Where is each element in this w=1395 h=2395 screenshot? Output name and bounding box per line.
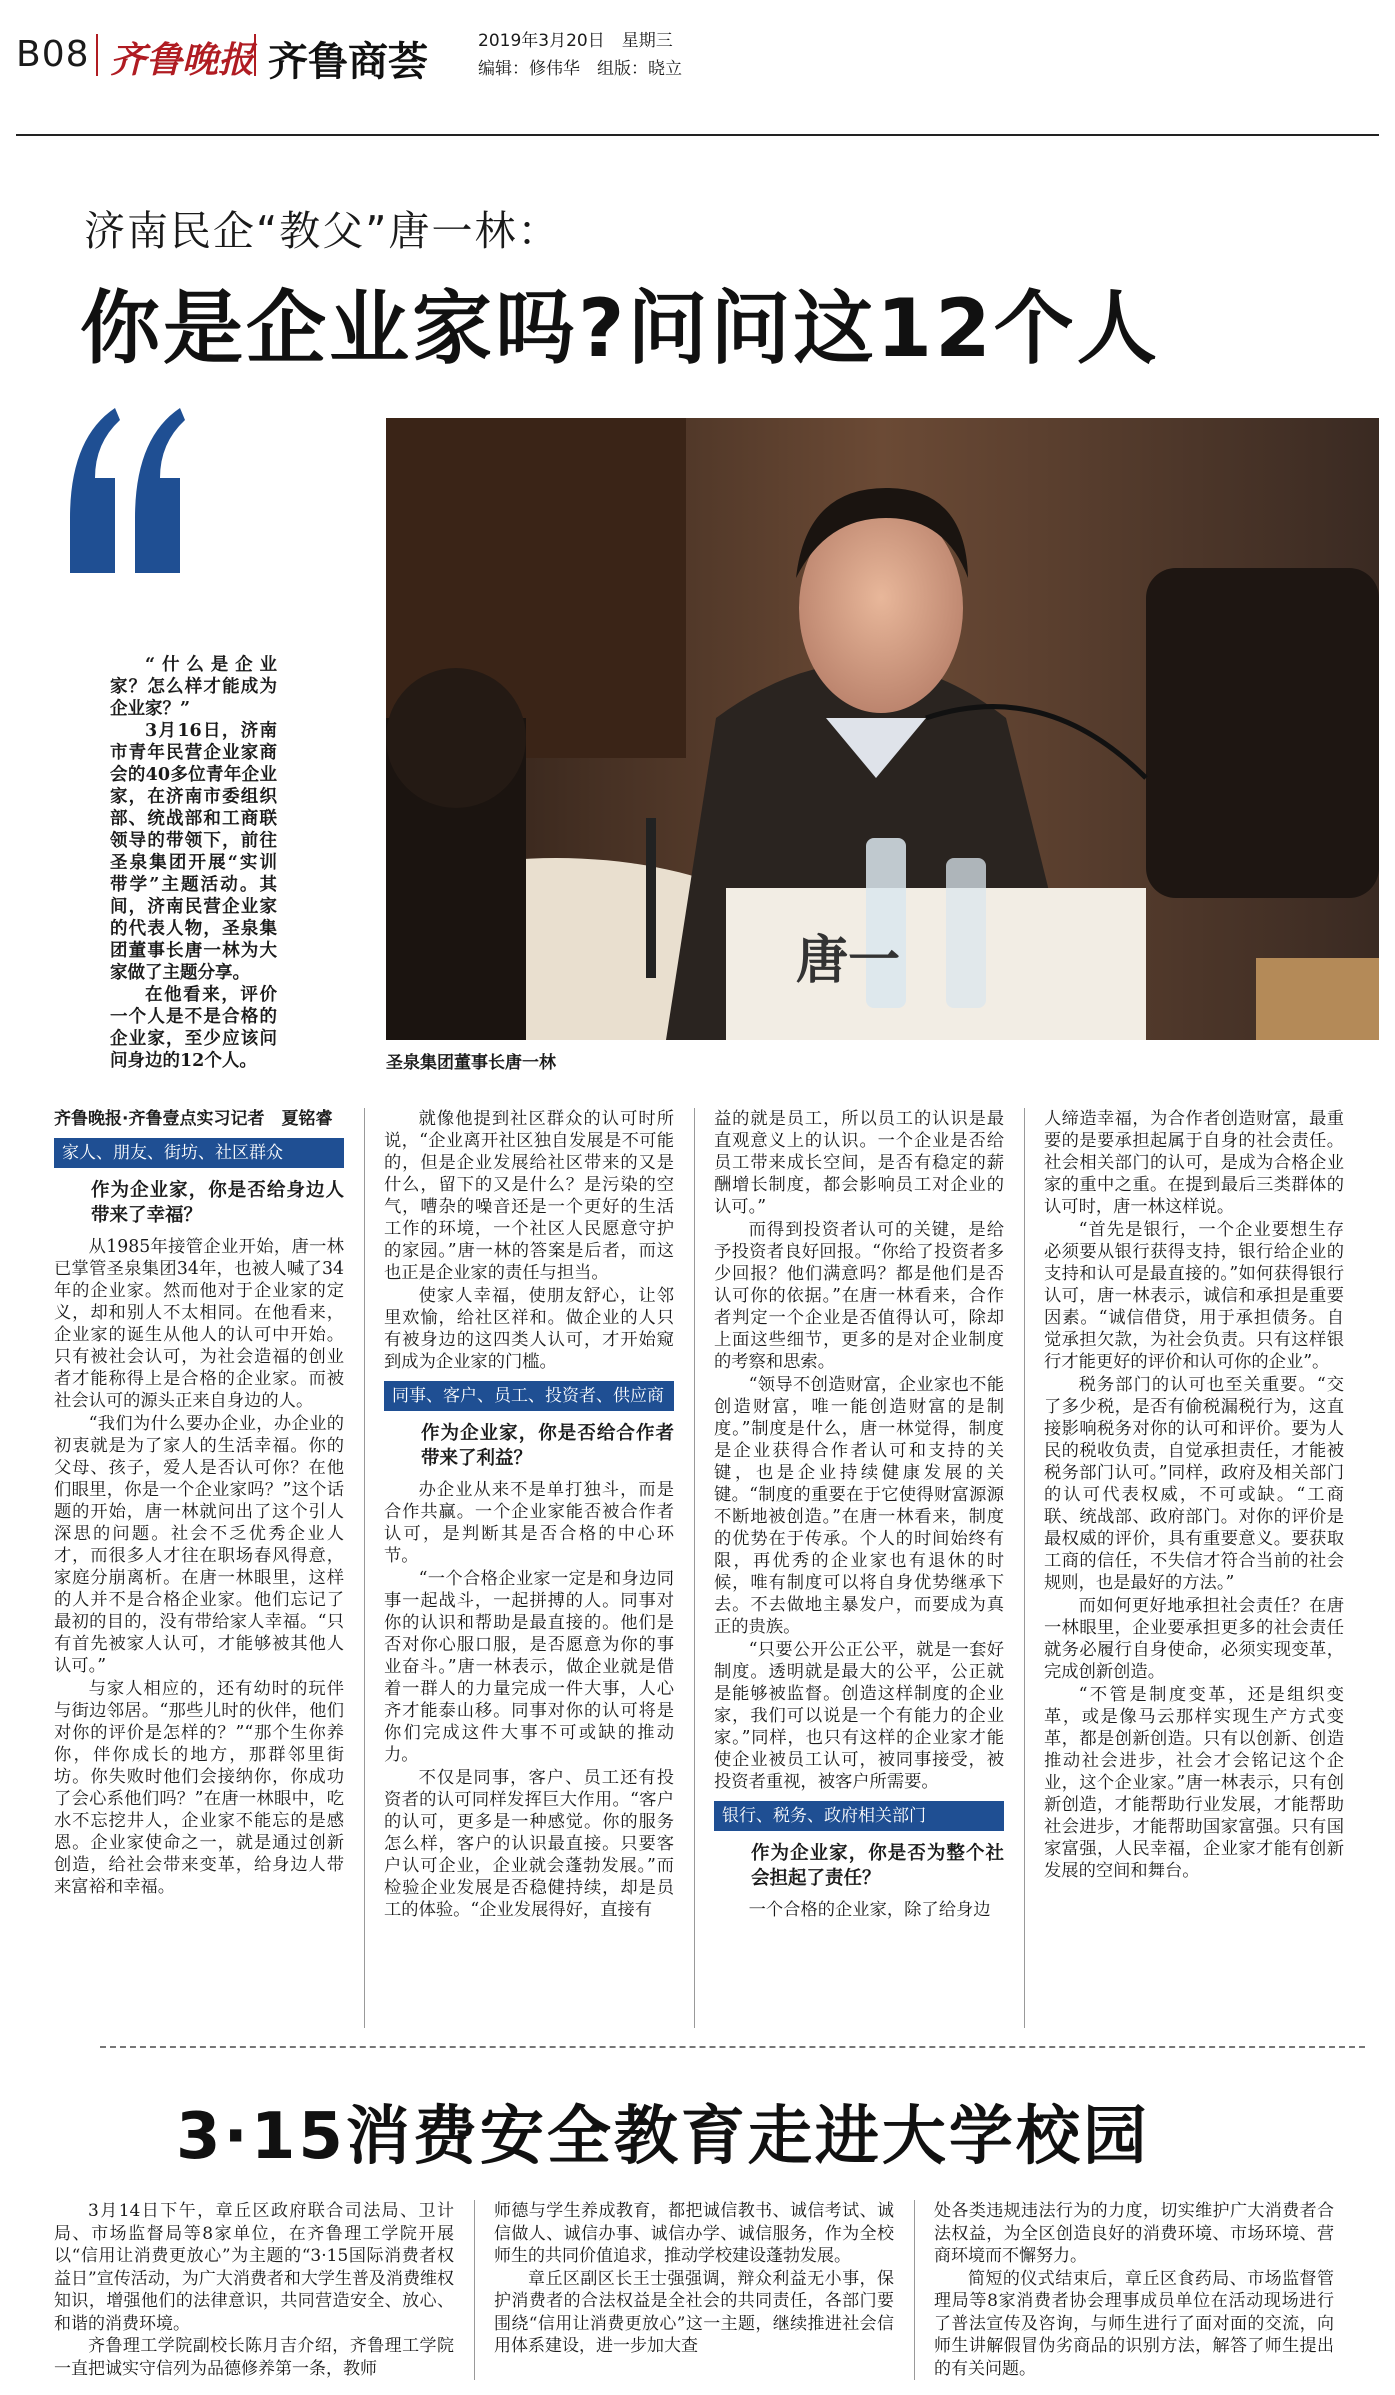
intro-paragraph: 3月16日，济南市青年民营企业家商会的40多位青年企业家，在济南市委组织部、统战部和工商联领导的带领下，前往圣泉集团开展“实训带学”主题活动。其间，济南民营企业家的代表人物，圣泉集团董事长唐一林为大家做了主题分享。	[110, 721, 277, 983]
column-rule	[1024, 1108, 1025, 2028]
intro-paragraph: “什么是企业家？怎么样才能成为企业家？”	[110, 655, 277, 719]
desk-name-sign: 唐一	[796, 931, 901, 991]
article-intro	[110, 654, 277, 1072]
body-paragraph: “一个合格企业家一定是和身边同事一起战斗，一起拼搏的人。同事对你的认识和帮助是最直接的。他们是否对你心服口服，是否愿意为你的事业奋斗。”唐一林表示，做企业就是借着一群人的力量完成一件大事，人心齐才能泰山移。同事对你的认可将是你们完成这件大事不可或缺的推动力。	[384, 1569, 674, 1765]
section-name: 齐鲁商荟	[268, 39, 428, 85]
newspaper-logo: 齐鲁晚报	[110, 39, 255, 81]
body-paragraph: “不管是制度变革，还是组织变革，或是像马云那样实现生产方式变革，都是创新创造。只有以创新、创造推动社会进步，社会才会铭记这个企业，这个企业家。”唐一林表示，只有创新创造，才能帮助行业发展，才能帮助社会进步，才能帮助国家富强。只有国家富强，人民幸福，企业家才能有创新发展的空间和舞台。	[1044, 1685, 1344, 1881]
body-paragraph: 简短的仪式结束后，章丘区食药局、市场监督管理局等8家消费者协会理事成员单位在活动现场进行了普法宣传及咨询，与师生进行了面对面的交流，向师生讲解假冒伪劣商品的识别方法，解答了师生提出的有关问题。	[934, 2268, 1334, 2379]
body-paragraph: 税务部门的认可也至关重要。“交了多少税，是否有偷税漏税行为，这直接影响税务对你的认可和评价。要为人民的税收负责，自觉承担责任，才能被税务部门认可。”同样，政府及相关部门的认可代表权威，不可或缺。“工商联、统战部、政府部门。对你的评价是最权威的评价，具有重要意义。要获取工商的信任，不失信才符合当前的社会规则，也是最好的方法。”	[1044, 1375, 1344, 1593]
byline: 齐鲁晚报·齐鲁壹点实习记者 夏铭睿	[54, 1109, 333, 1129]
body-paragraph: 章丘区副区长王士强强调，辩众利益无小事，保护消费者的合法权益是全社会的共同责任，各部门要围绕“信用让消费更放心”这一主题，继续推进社会信用体系建设，进一步加大查	[494, 2268, 894, 2356]
subheading: 作为企业家，你是否给身边人带来了幸福？	[91, 1180, 344, 1226]
body-paragraph: 益的就是员工，所以员工的认识是最直观意义上的认识。一个企业是否给员工带来成长空间，是否有稳定的薪酬增长制度，都会影响员工对企业的认可。”	[714, 1109, 1004, 1217]
section-bar: 银行、税务、政府相关部门	[714, 1801, 1004, 1831]
body-paragraph: 人缔造幸福，为合作者创造财富，最重要的是要承担起属于自身的社会责任。社会相关部门的认可，是成为合格企业家的重中之重。在提到最后三类群体的认可时，唐一林这样说。	[1044, 1109, 1344, 1217]
article2-headline: 3·15消费安全教育走进大学校园	[176, 2100, 1150, 2174]
article2-column-1	[54, 2200, 454, 2380]
body-paragraph: 就像他提到社区群众的认可时所说，“企业离开社区独自发展是不可能的，但是企业发展给社区带来的又是什么，留下的又是什么？是污染的空气，嘈杂的噪音还是一个更好的生活工作的环境，一个社区人民愿意守护的家园。”唐一林的答案是后者，而这也正是企业家的责任与担当。	[384, 1109, 674, 1283]
body-paragraph: 处各类违规违法行为的力度，切实维护广大消费者合法权益，为全区创造良好的消费环境、市场环境、营商环境而不懈努力。	[934, 2201, 1334, 2266]
page-number: B08	[16, 34, 90, 75]
subheading: 作为企业家，你是否给合作者带来了利益？	[421, 1423, 674, 1469]
header-editors: 编辑：修伟华 组版：晓立	[478, 59, 682, 79]
body-paragraph: 使家人幸福，使朋友舒心，让邻里欢愉，给社区祥和。做企业的人只有被身边的这四类人认可，才开始窥到成为企业家的门槛。	[384, 1286, 674, 1372]
quote-mark-icon	[60, 398, 190, 588]
article-column-2	[384, 1108, 674, 1922]
column-rule	[694, 1108, 695, 2028]
section-bar: 同事、客户、员工、投资者、供应商	[384, 1381, 674, 1411]
body-paragraph: 与家人相应的，还有幼时的玩伴与街边邻居。“那些儿时的伙伴，他们对你的评价是怎样的？”“那个生你养你，伴你成长的地方，那群邻里街坊。你失败时他们会接纳你，你成功了会心系他们吗？”在唐一林眼中，吃水不忘挖井人，企业家不能忘的是感恩。企业家使命之一，就是通过创新创造，给社会带来变革，给身边人带来富裕和幸福。	[54, 1679, 344, 1897]
body-paragraph: 办企业从来不是单打独斗，而是合作共赢。一个企业家能否被合作者认可，是判断其是否合格的中心环节。	[384, 1480, 674, 1566]
body-paragraph: 3月14日下午，章丘区政府联合司法局、卫计局、市场监督局等8家单位，在齐鲁理工学院开展以“信用让消费更放心”为主题的“3·15国际消费者权益日”宣传活动，为广大消费者和大学生普及消费维权知识，增强他们的法律意识，共同营造安全、放心、和谐的消费环境。	[54, 2201, 454, 2334]
article2-column-2	[494, 2200, 894, 2358]
body-paragraph: 而如何更好地承担社会责任？在唐一林眼里，企业要承担更多的社会责任就务必履行自身使命，必须实现变革，完成创新创造。	[1044, 1596, 1344, 1682]
column-rule	[914, 2200, 915, 2380]
body-paragraph: 不仅是同事，客户、员工还有投资者的认可同样发挥巨大作用。“客户的认可，更多是一种感觉。你的服务怎么样，客户的认识最直接。只要客户认可企业，企业就会蓬勃发展。”而检验企业发展是否稳健持续，却是员工的体验。“企业发展得好，直接有	[384, 1768, 674, 1920]
body-paragraph: “我们为什么要办企业，办企业的初衷就是为了家人的生活幸福。你的父母、孩子，爱人是否认可你？在他们眼里，你是一个企业家吗？”这个话题的开始，唐一林就问出了这个引人深思的问题。社会不乏优秀企业人才，而很多人才往在职场春风得意，家庭分崩离析。在唐一林眼里，这样的人并不是合格企业家。他们忘记了最初的目的，没有带给家人幸福。“只有首先被家人认可，才能够被其他人认可。”	[54, 1414, 344, 1676]
body-paragraph: “领导不创造财富，企业家也不能创造财富，唯一能创造财富的是制度。”制度是什么，唐一林觉得，制度是企业获得合作者认可和支持的关键，也是企业持续健康发展的关键。“制度的重要在于它使得财富源源不断地被创造。”在唐一林看来，制度的优势在于传承。个人的时间始终有限，再优秀的企业家也有退休的时候，唯有制度可以将自身优势继承下去。不去做地主暴发户，而要成为真正的贵族。	[714, 1375, 1004, 1637]
article-column-3	[714, 1108, 1004, 1922]
body-paragraph: 齐鲁理工学院副校长陈月吉介绍，齐鲁理工学院一直把诚实守信列为品德修养第一条，教师	[54, 2336, 454, 2379]
article-column-1	[54, 1108, 344, 1899]
header-date: 2019年3月20日 星期三	[478, 31, 673, 51]
article-photo	[386, 418, 1379, 1040]
body-paragraph: “只要公开公正公平，就是一套好制度。透明就是最大的公平，公正就是能够被监督。创造这样制度的企业家，我们可以说是一个有能力的企业家。”同样，也只有这样的企业家才能使企业被员工认可，被同事接受，被投资者重视，被客户所需要。	[714, 1640, 1004, 1792]
body-paragraph: 师德与学生养成教育，都把诚信教书、诚信考试、诚信做人、诚信办事、诚信办学、诚信服务，作为全校师生的共同价值追求，推动学校建设蓬勃发展。	[494, 2201, 894, 2266]
column-rule	[364, 1108, 365, 2028]
section-bar: 家人、朋友、街坊、社区群众	[54, 1138, 344, 1168]
body-paragraph: “首先是银行，一个企业要想生存必须要从银行获得支持，银行给企业的支持和认可是最直接的。”如何获得银行认可，唐一林表示，诚信和承担是重要因素。“诚信借贷，用于承担债务。自觉承担欠款，为社会负责。只有这样银行才能更好的评价和认可你的企业”。	[1044, 1220, 1344, 1372]
article-divider	[100, 2046, 1365, 2048]
header-separator	[254, 34, 256, 76]
column-rule	[474, 2200, 475, 2380]
body-paragraph: 一个合格的企业家，除了给身边	[748, 1900, 991, 1920]
header-rule	[16, 134, 1379, 136]
photo-caption: 圣泉集团董事长唐一林	[386, 1053, 556, 1073]
article-column-4	[1044, 1108, 1344, 1883]
body-paragraph: 从1985年接管企业开始，唐一林已掌管圣泉集团34年，也被人喊了34年的企业家。然而他对于企业家的定义，却和别人不太相同。在他看来，企业家的诞生从他人的认可中开始。只有被社会认可，为社会造福的创业者才能称得上是合格的企业家。而被社会认可的源头正来自身边的人。	[54, 1237, 344, 1411]
article2-column-3	[934, 2200, 1334, 2380]
body-paragraph: 而得到投资者认可的关键，是给予投资者良好回报。“你给了投资者多少回报？他们满意吗？都是他们是否认可你的依据。”在唐一林看来，合作者判定一个企业是否值得认可，除却上面这些细节，更多的是对企业制度的考察和思索。	[714, 1220, 1004, 1372]
header-separator	[96, 34, 98, 76]
subheading: 作为企业家，你是否为整个社会担起了责任？	[751, 1843, 1004, 1889]
article-headline: 你是企业家吗?问问这12个人	[80, 282, 1160, 375]
intro-paragraph: 在他看来，评价一个人是不是合格的企业家，至少应该问问身边的12个人。	[110, 985, 277, 1071]
article-kicker: 济南民企“教父”唐一林：	[84, 207, 561, 255]
